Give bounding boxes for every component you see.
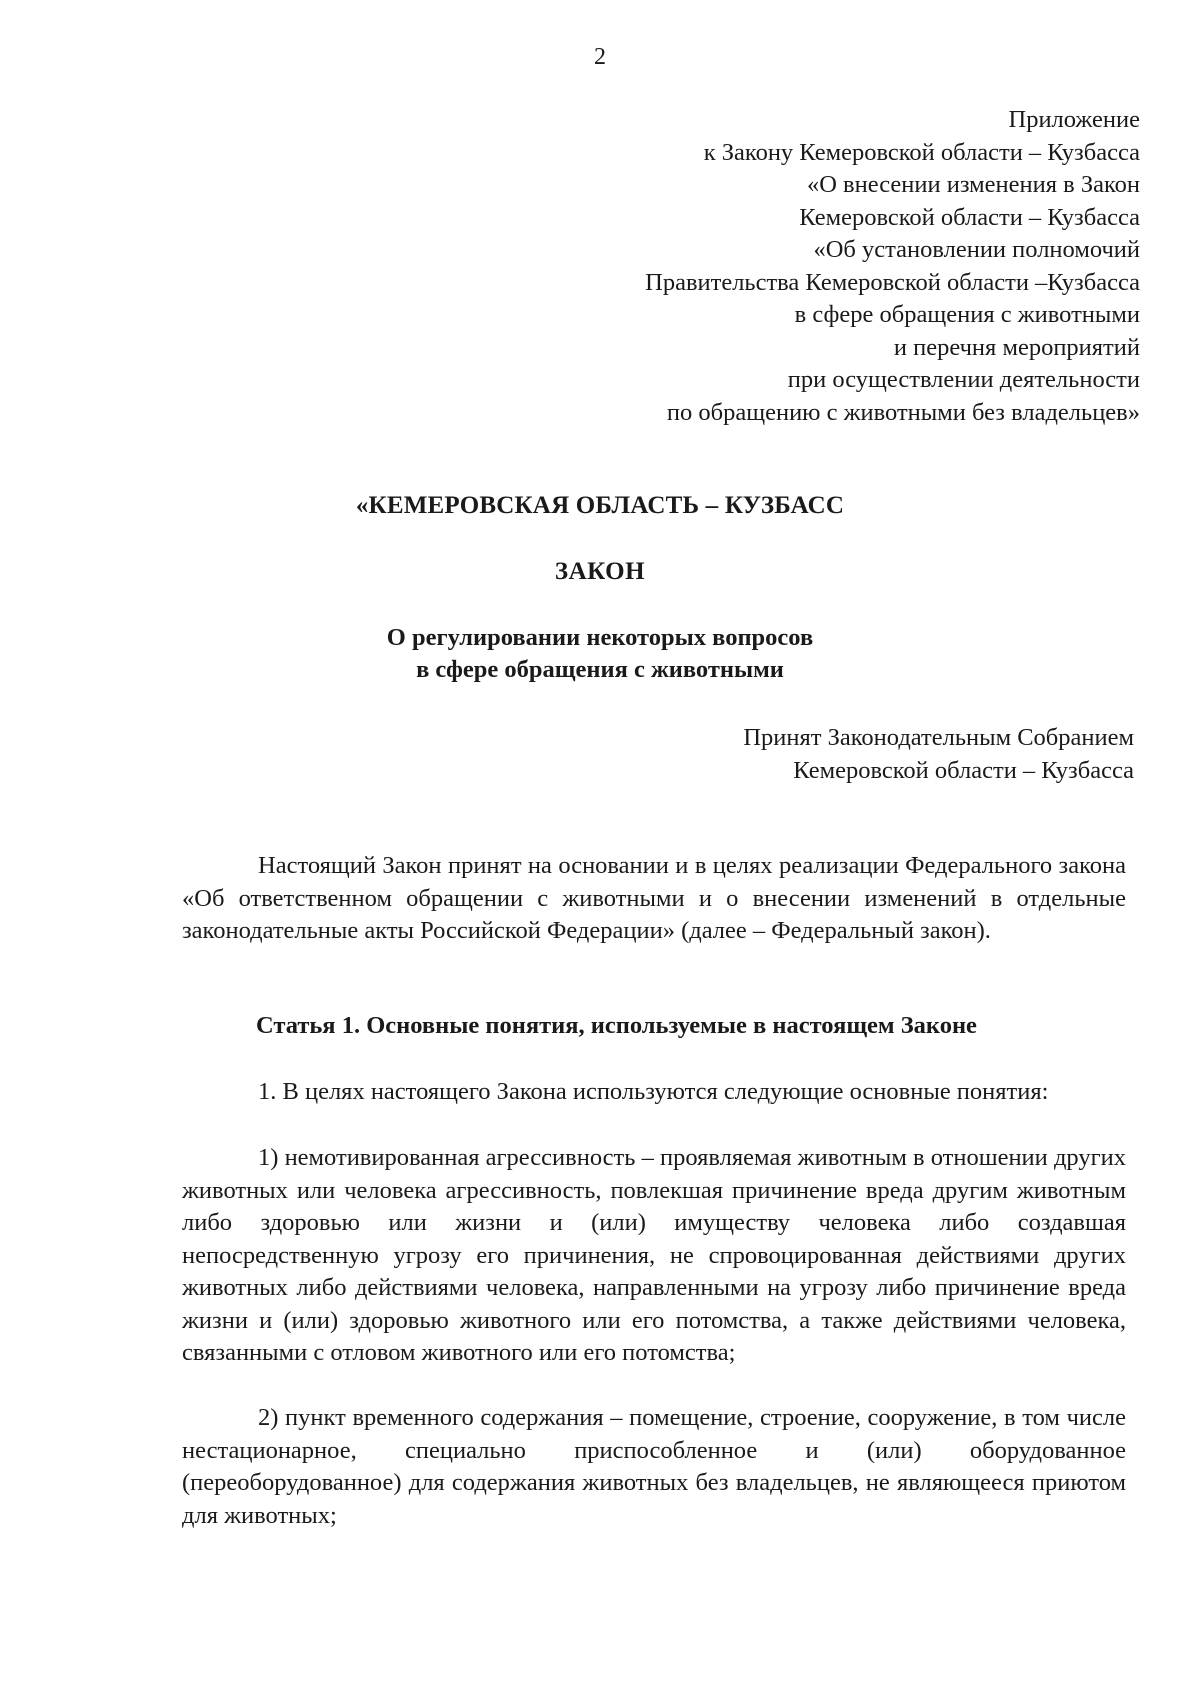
appendix-line: Приложение (1008, 106, 1140, 133)
page-number: 2 (594, 44, 606, 70)
law-subtitle-line: О регулировании некоторых вопросов (386, 624, 814, 651)
appendix-line: Кемеровской области – Кузбасса (799, 203, 1140, 231)
region-title: «КЕМЕРОВСКАЯ ОБЛАСТЬ – КУЗБАСС (355, 492, 845, 519)
preamble (182, 850, 1126, 948)
adoption-line: Принят Законодательным Собранием (743, 724, 1134, 751)
paragraph-text: 1. В целях настоящего Закона используются следующие основные понятия: (258, 1078, 1049, 1105)
appendix-line: при осуществлении деятельности (787, 366, 1140, 393)
appendix-line: «О внесении изменения в Закон (806, 171, 1140, 198)
item-text: 1) немотивированная агрессивность – проявляемая животным в отношении других животных или человека агрессивность, повлекшая причинение вреда другим животным либо здоровью или жизни и (или) имуществу человека либо создавшая непосредственную угрозу его причинения, не спровоцированная действиями других животных либо действиями человека, направленными на угрозу либо причинение вреда жизни и (или) здоровью животного или его потомства, а также действиями человека, связанными с отловом животного или его потомства; (182, 1144, 1126, 1366)
appendix-line: к Закону Кемеровской области – Кузбасса (703, 138, 1140, 166)
law-subtitle-line: в сфере обращения с животными (416, 656, 784, 683)
preamble-text: Настоящий Закон принят на основании и в целях реализации Федерального закона «Об ответственном обращении с животными и о внесении изменений в отдельные законодательные акты Российской Федерации» (далее – Федеральный закон). (182, 852, 1126, 944)
article-1-heading: Статья 1. Основные понятия, используемые в настоящем Законе (256, 1012, 977, 1039)
law-title: ЗАКОН (554, 558, 646, 585)
appendix-line: «Об установлении полномочий (813, 236, 1140, 263)
article-1-paragraph-1 (182, 1076, 1126, 1109)
appendix-line: в сфере обращения с животными (794, 301, 1140, 328)
adoption-note (534, 722, 1134, 787)
appendix-line: Правительства Кемеровской области –Кузбасса (645, 268, 1140, 296)
item-text: 2) пункт временного содержания – помещение, строение, сооружение, в том числе нестационарное, специально приспособленное и (или) оборудованное (переоборудованное) для содержания животных без владельцев, не являющееся приютом для животных; (182, 1404, 1126, 1529)
appendix-block (440, 104, 1140, 429)
appendix-line: и перечня мероприятий (893, 333, 1140, 361)
law-subtitle (0, 622, 1200, 686)
article-1-item-1 (182, 1142, 1126, 1370)
adoption-line: Кемеровской области – Кузбасса (793, 756, 1134, 784)
article-1-item-2 (182, 1402, 1126, 1532)
appendix-line: по обращению с животными без владельцев» (666, 398, 1140, 426)
